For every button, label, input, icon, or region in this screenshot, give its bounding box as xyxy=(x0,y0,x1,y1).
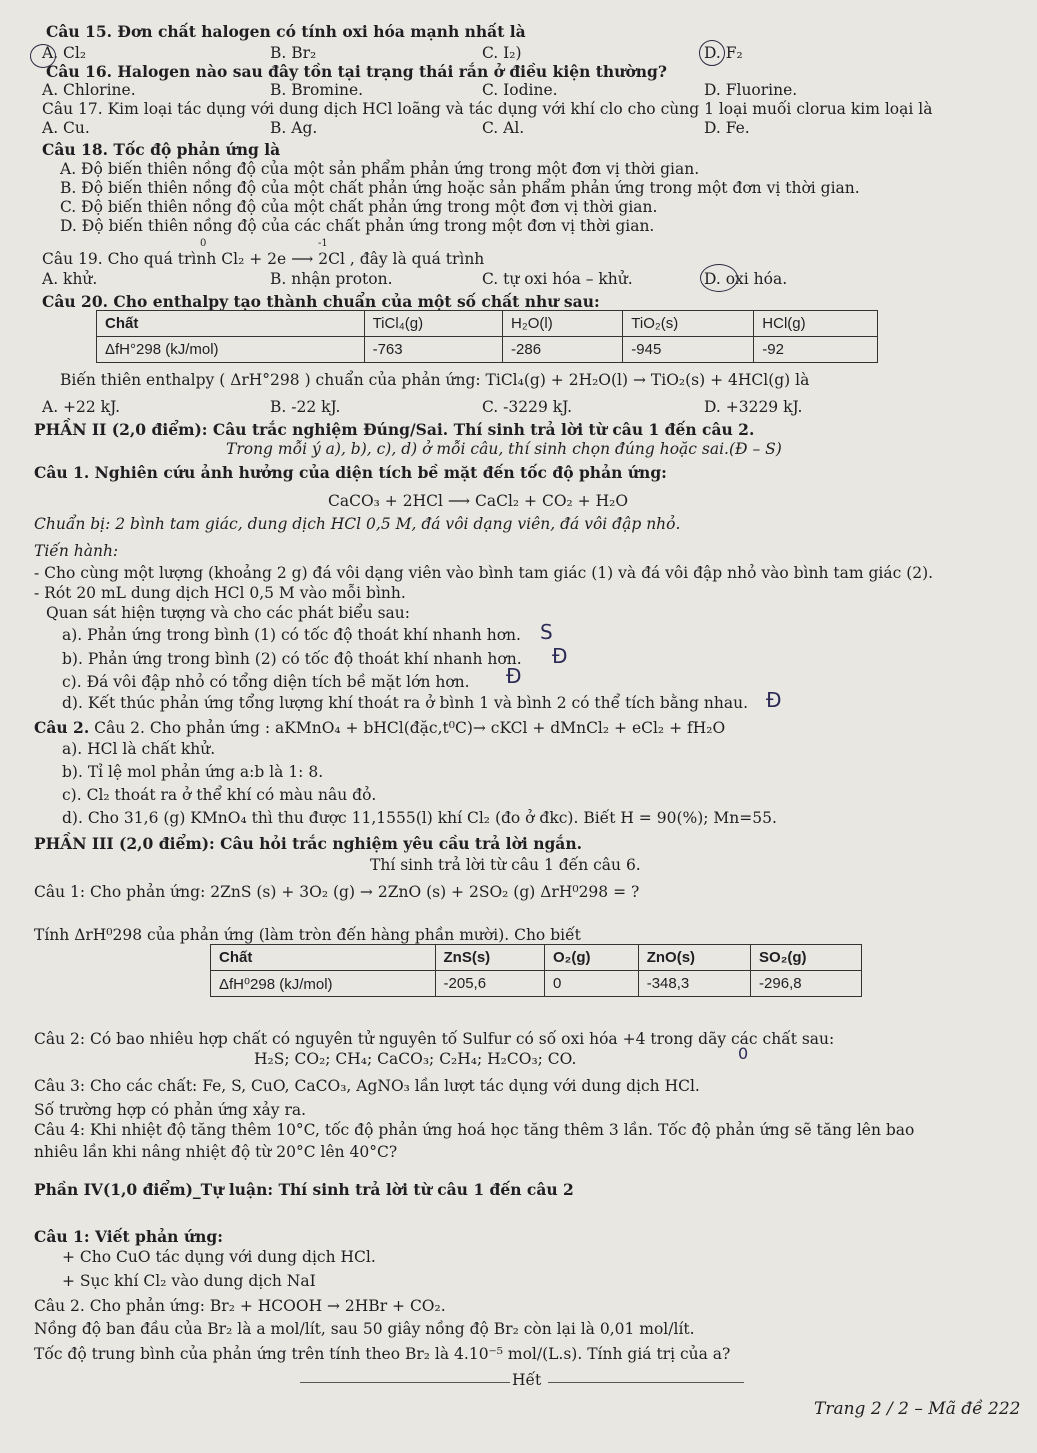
table-row xyxy=(97,337,878,363)
part2-q1-step2: - Rót 20 mL dung dịch HCl 0,5 M vào mỗi bình. xyxy=(34,584,406,602)
part3-q2-list: H₂S; CO₂; CH₄; CaCO₃; C₂H₄; H₂CO₃; CO. xyxy=(254,1050,577,1068)
q18-option-b[interactable]: B. Độ biến thiên nồng độ của một chất phản ứng hoặc sản phẩm phản ứng trong một đơn vị thời gian. xyxy=(60,179,860,197)
table-header: H₂O(l) xyxy=(503,311,623,337)
part3-q1-calc: Tính ΔrH⁰298 của phản ứng (làm tròn đến hàng phần mười). Cho biết xyxy=(34,926,581,944)
table-row xyxy=(211,945,862,971)
q18-title: Câu 18. Tốc độ phản ứng là xyxy=(42,140,281,159)
q18-option-c[interactable]: C. Độ biến thiên nồng độ của một chất phản ứng trong một đơn vị thời gian. xyxy=(60,198,658,216)
table-cell: -763 xyxy=(364,337,502,363)
table-cell: ΔfH°298 (kJ/mol) xyxy=(97,337,365,363)
table-header: SO₂(g) xyxy=(751,945,862,971)
part2-q1-c: c). Đá vôi đập nhỏ có tổng diện tích bề mặt lớn hơn. xyxy=(62,673,470,691)
q17-option-c[interactable]: C. Al. xyxy=(482,119,525,137)
q20-option-d[interactable]: D. +3229 kJ. xyxy=(704,398,803,416)
part3-subtitle: Thí sinh trả lời từ câu 1 đến câu 6. xyxy=(370,856,641,874)
q19-title: Câu 19. Cho quá trình Cl₂ + 2e ⟶ 2Cl , đây là quá trình xyxy=(42,250,485,268)
divider xyxy=(548,1382,744,1383)
q20-question: Biến thiên enthalpy ( ΔrH°298 ) chuẩn của phản ứng: TiCl₄(g) + 2H₂O(l) → TiO₂(s) + 4HCl(g) là xyxy=(60,371,810,389)
q15-option-c[interactable]: C. I₂) xyxy=(482,44,522,62)
q20-option-c[interactable]: C. -3229 kJ. xyxy=(482,398,573,416)
handwritten-mark: S xyxy=(540,620,553,644)
part4-q2: Câu 2. Cho phản ứng: Br₂ + HCOOH → 2HBr + CO₂. xyxy=(34,1297,446,1315)
table-header: ZnO(s) xyxy=(638,945,750,971)
q20-enthalpy-table xyxy=(96,310,878,363)
q16-options xyxy=(42,81,1037,101)
q19-option-d[interactable]: D. oxi hóa. xyxy=(704,270,788,288)
part2-q1-b: b). Phản ứng trong bình (2) có tốc độ thoát khí nhanh hơn. xyxy=(62,650,522,668)
q15-title: Câu 15. Đơn chất halogen có tính oxi hóa mạnh nhất là xyxy=(46,22,526,41)
part4-q1-a: + Cho CuO tác dụng với dung dịch HCl. xyxy=(62,1248,376,1266)
table-cell: ΔfH⁰298 (kJ/mol) xyxy=(211,971,436,997)
part3-q3: Câu 3: Cho các chất: Fe, S, CuO, CaCO₃, AgNO₃ lần lượt tác dụng với dung dịch HCl. xyxy=(34,1077,700,1095)
table-header: TiO₂(s) xyxy=(623,311,754,337)
part3-q1: Câu 1: Cho phản ứng: 2ZnS (s) + 3O₂ (g) → 2ZnO (s) + 2SO₂ (g) ΔrH⁰298 = ? xyxy=(34,883,640,901)
answer-circle-icon xyxy=(699,40,725,66)
q17-option-a[interactable]: A. Cu. xyxy=(42,119,90,137)
part2-q1-prep: Chuẩn bị: 2 bình tam giác, dung dịch HCl 0,5 M, đá vôi dạng viên, đá vôi đập nhỏ. xyxy=(34,515,681,533)
q16-option-b[interactable]: B. Bromine. xyxy=(270,81,364,99)
handwritten-mark: Đ xyxy=(506,664,522,688)
table-header: O₂(g) xyxy=(545,945,639,971)
table-header: TiCl₄(g) xyxy=(364,311,502,337)
q20-options xyxy=(42,398,1037,418)
page-footer: Trang 2 / 2 – Mã đề 222 xyxy=(814,1399,1021,1419)
part4-title: Phần IV(1,0 điểm)_Tự luận: Thí sinh trả lời từ câu 1 đến câu 2 xyxy=(34,1180,574,1199)
table-row xyxy=(97,311,878,337)
q16-option-d[interactable]: D. Fluorine. xyxy=(704,81,798,99)
part3-q3-b: Số trường hợp có phản ứng xảy ra. xyxy=(34,1101,307,1119)
end-marker: Hết xyxy=(512,1371,542,1389)
q19-option-b[interactable]: B. nhận proton. xyxy=(270,270,393,288)
part2-q1-proc: Tiến hành: xyxy=(34,542,119,560)
q17-option-d[interactable]: D. Fe. xyxy=(704,119,750,137)
handwritten-mark: 0 xyxy=(738,1044,749,1063)
part2-subtitle: Trong mỗi ý a), b), c), d) ở mỗi câu, thí sinh chọn đúng hoặc sai.(Đ – S) xyxy=(226,440,782,458)
table-cell: -348,3 xyxy=(638,971,750,997)
part2-q2-b: b). Tỉ lệ mol phản ứng a:b là 1: 8. xyxy=(62,763,324,781)
q20-option-a[interactable]: A. +22 kJ. xyxy=(42,398,121,416)
part2-q1-equation: CaCO₃ + 2HCl ⟶ CaCl₂ + CO₂ + H₂O xyxy=(328,492,629,510)
q19-options xyxy=(42,270,1037,290)
q17-option-b[interactable]: B. Ag. xyxy=(270,119,318,137)
handwritten-mark: Đ xyxy=(552,644,568,668)
part2-q1-a: a). Phản ứng trong bình (1) có tốc độ thoát khí nhanh hơn. xyxy=(62,626,521,644)
answer-circle-icon xyxy=(700,264,738,292)
table-header: HCl(g) xyxy=(754,311,878,337)
q20-title: Câu 20. Cho enthalpy tạo thành chuẩn của một số chất như sau: xyxy=(42,292,600,311)
table-cell: -286 xyxy=(503,337,623,363)
table-header: Chất xyxy=(211,945,436,971)
table-cell: 0 xyxy=(545,971,639,997)
part4-q1-b: + Sục khí Cl₂ vào dung dịch NaI xyxy=(62,1272,316,1290)
part4-q1: Câu 1: Viết phản ứng: xyxy=(34,1227,223,1246)
part3-q4-b: nhiêu lần khi nâng nhiệt độ từ 20°C lên 40°C? xyxy=(34,1143,398,1161)
q16-option-a[interactable]: A. Chlorine. xyxy=(42,81,136,99)
table-cell: -205,6 xyxy=(435,971,544,997)
q17-options xyxy=(42,119,1037,139)
part2-q2-c: c). Cl₂ thoát ra ở thể khí có màu nâu đỏ. xyxy=(62,786,377,804)
part2-q2-text: Câu 2. Cho phản ứng : aKMnO₄ + bHCl(đặc,t⁰C)→ cKCl + dMnCl₂ + eCl₂ + fH₂O xyxy=(94,719,726,737)
table-header: Chất xyxy=(97,311,365,337)
part3-title: PHẦN III (2,0 điểm): Câu hỏi trắc nghiệm yêu cầu trả lời ngắn. xyxy=(34,834,583,853)
part2-q2: Câu 2. Câu 2. Cho phản ứng : aKMnO₄ + bHCl(đặc,t⁰C)→ cKCl + dMnCl₂ + eCl₂ + fH₂O xyxy=(34,718,726,737)
table-cell: -945 xyxy=(623,337,754,363)
q17-title: Câu 17. Kim loại tác dụng với dung dịch HCl loãng và tác dụng với khí clo cho cùng 1 loại muối clorua kim loại là xyxy=(42,100,933,118)
q15-option-d[interactable]: D. F₂ xyxy=(704,44,743,62)
q19-option-c[interactable]: C. tự oxi hóa – khử. xyxy=(482,270,633,288)
part2-title: PHẦN II (2,0 điểm): Câu trắc nghiệm Đúng/Sai. Thí sinh trả lời từ câu 1 đến câu 2. xyxy=(34,420,755,439)
part4-q2-b: Nồng độ ban đầu của Br₂ là a mol/lít, sau 50 giây nồng độ Br₂ còn lại là 0,01 mol/lít. xyxy=(34,1320,695,1338)
part2-q1: Câu 1. Nghiên cứu ảnh hưởng của diện tích bề mặt đến tốc độ phản ứng: xyxy=(34,463,667,482)
table-header: ZnS(s) xyxy=(435,945,544,971)
q16-option-c[interactable]: C. Iodine. xyxy=(482,81,558,99)
q18-option-a[interactable]: A. Độ biến thiên nồng độ của một sản phẩm phản ứng trong một đơn vị thời gian. xyxy=(60,160,700,178)
q15-options xyxy=(42,44,1037,64)
q19-oxidation-minus1: -1 xyxy=(318,238,328,249)
q15-option-a[interactable]: A. Cl₂ xyxy=(42,44,87,62)
part2-q2-d: d). Cho 31,6 (g) KMnO₄ thì thu được 11,1555(l) khí Cl₂ (đo ở đkc). Biết H = 90(%); Mn=55. xyxy=(62,809,777,827)
part4-q2-c: Tốc độ trung bình của phản ứng trên tính theo Br₂ là 4.10⁻⁵ mol/(L.s). Tính giá trị của a? xyxy=(34,1345,731,1363)
table-cell: -92 xyxy=(754,337,878,363)
part2-q2-a: a). HCl là chất khử. xyxy=(62,740,216,758)
part3-enthalpy-table xyxy=(210,944,862,997)
divider xyxy=(300,1382,510,1383)
part2-q1-observe: Quan sát hiện tượng và cho các phát biểu sau: xyxy=(46,604,410,622)
handwritten-mark: Đ xyxy=(766,688,782,712)
q18-option-d[interactable]: D. Độ biến thiên nồng độ của các chất phản ứng trong một đơn vị thời gian. xyxy=(60,217,655,235)
part2-q1-step1: - Cho cùng một lượng (khoảng 2 g) đá vôi dạng viên vào bình tam giác (1) và đá vôi đập nhỏ vào bình tam giác (2). xyxy=(34,564,934,582)
part3-q2: Câu 2: Có bao nhiêu hợp chất có nguyên tử nguyên tố Sulfur có số oxi hóa +4 trong dãy các chất sau: xyxy=(34,1030,835,1048)
table-cell: -296,8 xyxy=(751,971,862,997)
q19-oxidation-0: 0 xyxy=(200,238,207,249)
q16-title: Câu 16. Halogen nào sau đây tồn tại trạng thái rắn ở điều kiện thường? xyxy=(46,62,667,81)
q20-option-b[interactable]: B. -22 kJ. xyxy=(270,398,341,416)
q19-option-a[interactable]: A. khử. xyxy=(42,270,98,288)
part3-q4: Câu 4: Khi nhiệt độ tăng thêm 10°C, tốc độ phản ứng hoá học tăng thêm 3 lần. Tốc độ phản ứng sẽ tăng lên bao xyxy=(34,1121,915,1139)
table-row xyxy=(211,971,862,997)
q15-option-b[interactable]: B. Br₂ xyxy=(270,44,317,62)
part2-q1-d: d). Kết thúc phản ứng tổng lượng khí thoát ra ở bình 1 và bình 2 có thể tích bằng nhau. xyxy=(62,694,748,712)
